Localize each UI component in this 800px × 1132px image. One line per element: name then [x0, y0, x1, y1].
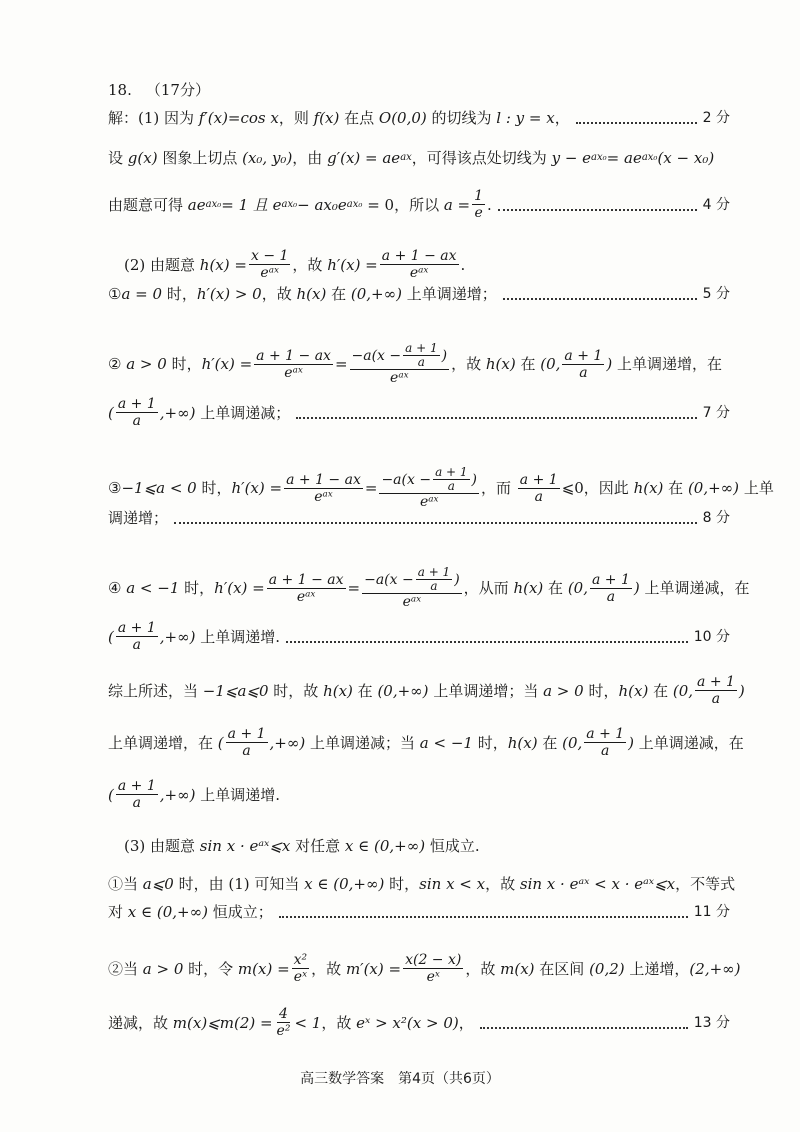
- solution-line-11: ( $\frac{a + 1}{a}$ ,+∞) 上单调递增. 10 分: [108, 620, 730, 653]
- fraction: $\frac{a + 1}{a}$: [564, 347, 603, 381]
- solution-line-12: 综上所述，当 −1⩽a⩽0 时，故 h(x) 在 (0,+∞) 上单调递增；当 a > 0 时， h(x) 在 (0, $\frac{a + 1}{a}$ ): [108, 674, 745, 707]
- score-label: 5 分: [702, 286, 730, 302]
- fraction: $\frac{a + 1}{a}$: [117, 620, 156, 653]
- solution-line-19: 递减，故 m(x)⩽m(2) = $\frac{4}{\text{e²}}$ < 1 ，故 eˣ > x²(x > 0) ， 13 分: [108, 1006, 730, 1039]
- fraction: $\frac{a + 1}{a}$: [697, 674, 735, 707]
- fraction: $\frac{a + 1}{a}$: [519, 471, 558, 505]
- solution-line-7: ( $\frac{a + 1}{a}$ ,+∞) 上单调递减； 7 分: [108, 396, 730, 429]
- solution-line-14: ( $\frac{a + 1}{a}$ ,+∞) 上单调递增.: [108, 778, 280, 811]
- leader-dots: [279, 906, 688, 918]
- leader-dots: [296, 407, 696, 419]
- fraction: $\frac{4}{\text{e²}}$: [276, 1006, 291, 1039]
- solution-line-3: 由题意可得 ae ax₀ = 1 且 e ax₀ − ax₀e ax₀ = 0，所以 a = $\frac{1}{e}$ . 4 分: [108, 188, 730, 221]
- problem-header: [108, 80, 730, 100]
- fraction: $\frac{a + 1}{a}$: [586, 726, 625, 759]
- problem-number: 18.: [108, 81, 132, 99]
- fraction: $\frac{a + 1 - ax}{\text{eᵃˣ}}$: [381, 248, 457, 281]
- fraction: $\frac{x(2 - x)}{\text{eˣ}}$: [405, 952, 462, 985]
- fraction: $\frac{a + 1 - ax}{\text{eᵃˣ}}$: [286, 471, 361, 505]
- solution-line-5: ① a = 0 时， h′(x) > 0 ，故 h(x) 在 (0,+∞) 上单调递增； 5 分: [108, 285, 730, 303]
- page-footer: 高三数学答案 第4页（共6页）: [300, 1071, 500, 1087]
- solution-line-8: ③ −1⩽a < 0 时， h′(x) = $\frac{a + 1 - ax}{\text{eᵃˣ}}$ = −a(x − $\frac{a + 1}{a}$ ) eᵃˣ ，而 $\frac{a + 1}{a}$ ⩽0，因此 h(x) 在 (0,+∞) 上单: [108, 465, 774, 510]
- leader-dots: [174, 512, 697, 524]
- fraction: $\frac{a + 1}{a}$: [227, 726, 266, 759]
- solution-line-1: 解：(1) 因为 f′(x)=cos x ，则 f(x) 在点 O(0,0) 的切线为 l : y = x ， 2 分: [108, 109, 730, 127]
- fraction: $\frac{a + 1}{a}$: [117, 778, 156, 811]
- fraction: −a(x − $\frac{a + 1}{a}$ ) eᵃˣ: [364, 565, 460, 610]
- score-label: 11 分: [693, 904, 730, 920]
- leader-dots: [498, 199, 697, 211]
- fraction: −a(x − $\frac{a + 1}{a}$ ) eᵃˣ: [381, 465, 478, 510]
- fraction: $\frac{a + 1}{a}$: [117, 396, 156, 429]
- solution-line-13: 上单调递增，在 ( $\frac{a + 1}{a}$ ,+∞) 上单调递减；当 a < −1 时， h(x) 在 (0, $\frac{a + 1}{a}$ ) 上单调递减，在: [108, 726, 744, 759]
- leader-dots: [503, 288, 697, 300]
- score-label: 4 分: [702, 196, 730, 213]
- score-label: 13 分: [693, 1014, 730, 1031]
- score-label: 2 分: [702, 110, 730, 126]
- score-label: 10 分: [693, 628, 730, 645]
- fraction: $\frac{a + 1 - ax}{\text{eᵃˣ}}$: [268, 571, 344, 605]
- leader-dots: [286, 631, 688, 643]
- fraction: $\frac{\text{x²}}{\text{eˣ}}$: [293, 952, 308, 985]
- solution-line-9: 调递增； 8 分: [108, 509, 730, 527]
- solution-line-15: (3) 由题意 sin x · eᵃˣ⩽x 对任意 x ∈ (0,+∞) 恒成立.: [124, 837, 480, 855]
- solution-line-16: ①当 a⩽0 时，由 (1) 可知当 x ∈ (0,+∞) 时， sin x < x ，故 sin x · eᵃˣ < x · eᵃˣ⩽x ，不等式: [108, 875, 736, 893]
- solution-line-17: 对 x ∈ (0,+∞) 恒成立； 11 分: [108, 903, 730, 921]
- solution-line-10: ④ a < −1 时， h′(x) = $\frac{a + 1 - ax}{\text{eᵃˣ}}$ = −a(x − $\frac{a + 1}{a}$ ) eᵃˣ ，从而 h(x) 在 (0, $\frac{a + 1}{a}$ ) 上单调递减，在: [108, 565, 750, 610]
- score-label: 7 分: [702, 404, 730, 421]
- score-label: 8 分: [702, 510, 730, 526]
- solution-line-18: ②当 a > 0 时，令 m(x) = $\frac{\text{x²}}{\text{eˣ}}$ ，故 m′(x) = $\frac{x(2 - x)}{\text{eˣ}}$ ，故 m(x) 在区间 (0,2) 上递增， (2,+∞): [108, 952, 741, 985]
- leader-dots: [576, 112, 697, 124]
- fraction: $\frac{x - 1}{\text{eᵃˣ}}$: [250, 248, 289, 281]
- leader-dots: [480, 1017, 688, 1029]
- fraction: $\frac{1}{e}$: [474, 188, 484, 221]
- problem-points: （17分）: [145, 81, 210, 99]
- fraction: $\frac{a + 1}{a}$: [592, 571, 630, 605]
- solution-line-6: ② a > 0 时， h′(x) = $\frac{a + 1 - ax}{\text{eᵃˣ}}$ = −a(x − $\frac{a + 1}{a}$ ) eᵃˣ ，故 h(x) 在 (0, $\frac{a + 1}{a}$ ) 上单调递增，在: [108, 341, 722, 386]
- fraction: −a(x − $\frac{a + 1}{a}$ ) eᵃˣ: [351, 341, 448, 386]
- fraction: $\frac{a + 1 - ax}{\text{eᵃˣ}}$: [256, 347, 331, 381]
- solution-line-4: (2) 由题意 h(x) = $\frac{x - 1}{\text{eᵃˣ}}$ ，故 h′(x) = $\frac{a + 1 - ax}{\text{eᵃˣ}}$ .: [124, 248, 466, 281]
- solution-line-2: 设 g(x) 图象上切点 (x₀, y₀) ，由 g′(x) = ae ax ，可得该点处切线为 y − e ax₀ = ae ax₀ (x − x₀): [108, 149, 715, 167]
